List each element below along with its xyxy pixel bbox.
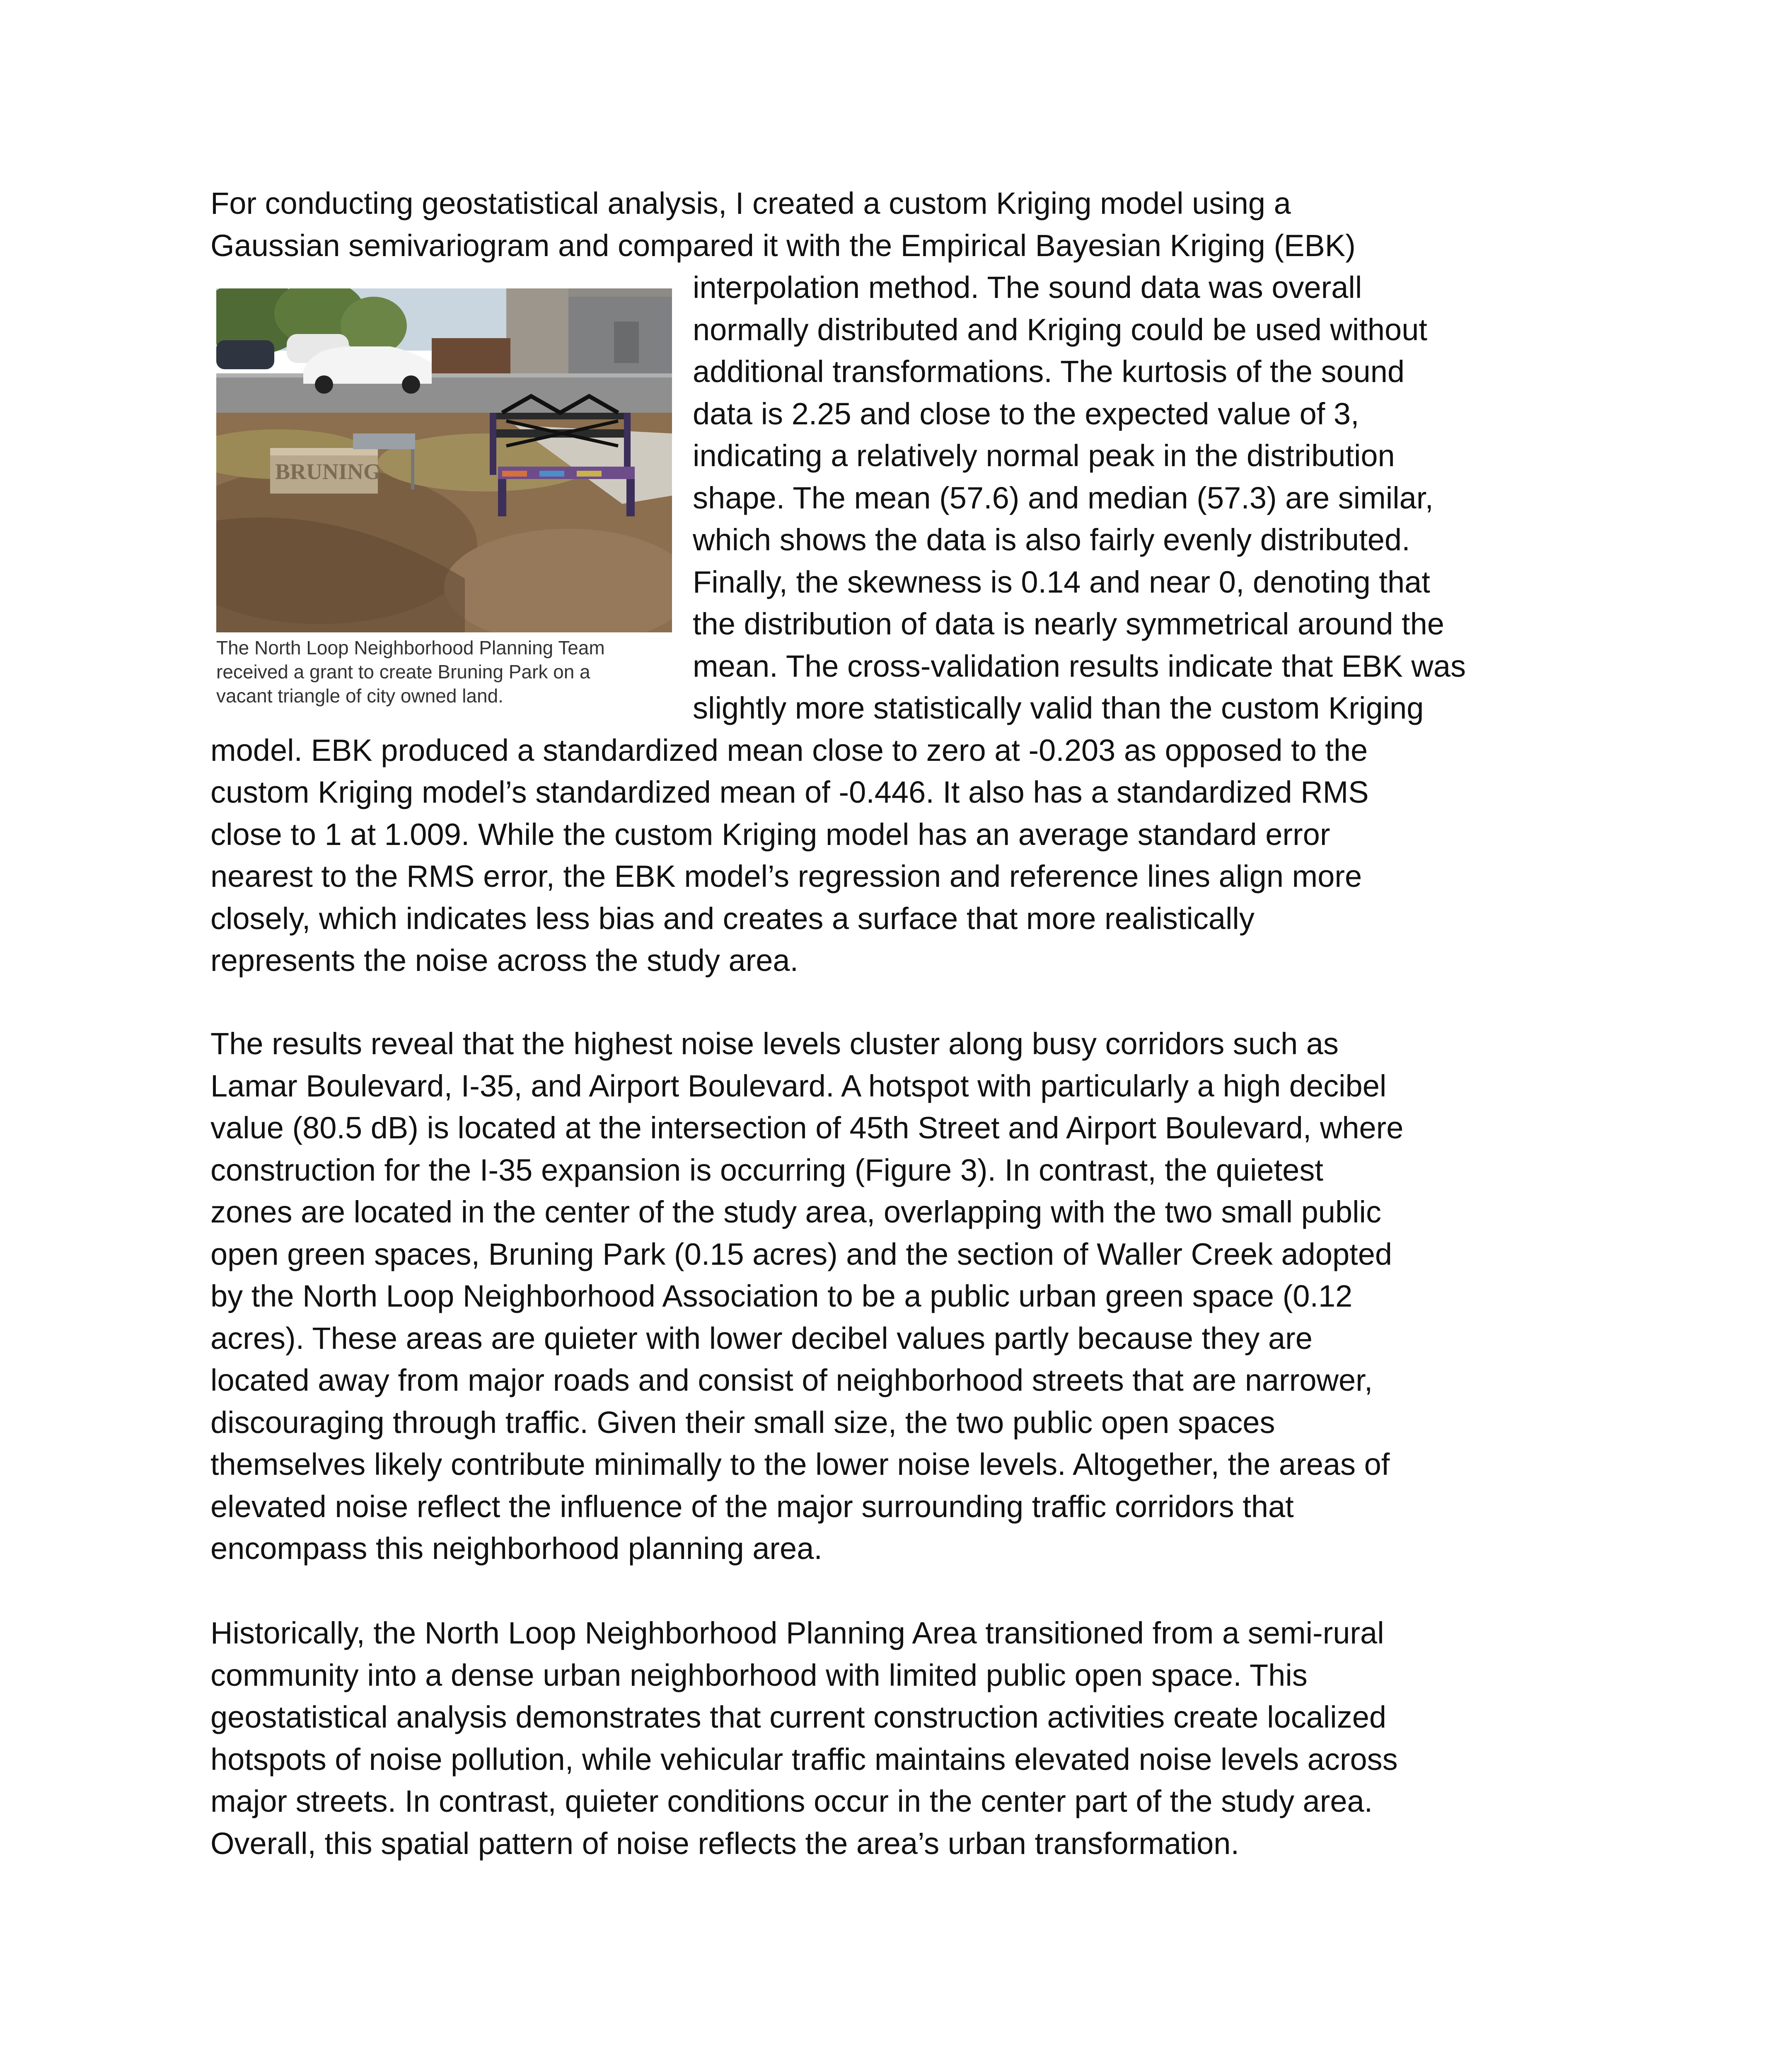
- text-line: community into a dense urban neighborhood with limited public open space. This: [210, 1658, 1308, 1692]
- text-line: closely, which indicates less bias and creates a surface that more realistically: [210, 901, 1255, 936]
- text-line: Finally, the skewness is 0.14 and near 0, denoting that: [693, 564, 1430, 599]
- text-line: zones are located in the center of the study area, overlapping with the two small public: [210, 1195, 1381, 1229]
- text-line: interpolation method. The sound data was overall: [693, 270, 1362, 305]
- text-line: acres). These areas are quieter with lower decibel values partly because they are: [210, 1321, 1313, 1356]
- text-line: For conducting geostatistical analysis, I created a custom Kriging model using a: [210, 186, 1291, 220]
- text-line: encompass this neighborhood planning area.: [210, 1531, 822, 1566]
- text-line: which shows the data is also fairly evenly distributed.: [693, 523, 1410, 557]
- text-line: additional transformations. The kurtosis of the sound: [693, 354, 1405, 389]
- text-line: mean. The cross-validation results indicate that EBK was: [693, 649, 1466, 683]
- text-line: indicating a relatively normal peak in the distribution: [693, 438, 1395, 473]
- bruning-park-figure: [216, 288, 676, 708]
- text-line: slightly more statistically valid than the custom Kriging: [693, 691, 1424, 725]
- caption-line: vacant triangle of city owned land.: [216, 685, 503, 707]
- text-line: Gaussian semivariogram and compared it with the Empirical Bayesian Kriging (EBK): [210, 228, 1356, 263]
- text-line: value (80.5 dB) is located at the intersection of 45th Street and Airport Boulevard, where: [210, 1111, 1404, 1145]
- text-line: represents the noise across the study area.: [210, 943, 799, 978]
- caption-line: received a grant to create Bruning Park on a: [216, 661, 590, 683]
- text-line: nearest to the RMS error, the EBK model’s regression and reference lines align more: [210, 859, 1362, 893]
- text-line: located away from major roads and consist of neighborhood streets that are narrower,: [210, 1363, 1373, 1397]
- text-line: major streets. In contrast, quieter conditions occur in the center part of the study area.: [210, 1784, 1373, 1818]
- text-line: Lamar Boulevard, I-35, and Airport Boulevard. A hotspot with particularly a high decibel: [210, 1068, 1387, 1103]
- text-line: model. EBK produced a standardized mean close to zero at -0.203 as opposed to the: [210, 733, 1368, 767]
- text-line: data is 2.25 and close to the expected value of 3,: [693, 396, 1359, 431]
- text-line: discouraging through traffic. Given their small size, the two public open spaces: [210, 1405, 1275, 1440]
- text-line: construction for the I-35 expansion is occurring (Figure 3). In contrast, the quietest: [210, 1152, 1323, 1187]
- text-line: The results reveal that the highest noise levels cluster along busy corridors such as: [210, 1026, 1339, 1061]
- caption-line: The North Loop Neighborhood Planning Team: [216, 637, 605, 658]
- text-line: themselves likely contribute minimally to the lower noise levels. Altogether, the areas of: [210, 1447, 1390, 1481]
- text-line: geostatistical analysis demonstrates that current construction activities create localized: [210, 1700, 1387, 1734]
- text-line: by the North Loop Neighborhood Association to be a public urban green space (0.12: [210, 1279, 1353, 1313]
- text-line: the distribution of data is nearly symmetrical around the: [693, 607, 1444, 641]
- bruning-park-photo: [216, 288, 672, 632]
- sign-text: BRUNING: [275, 459, 381, 484]
- paragraph-results: [210, 1023, 1590, 1570]
- text-line: elevated noise reflect the influence of the major surrounding traffic corridors that: [210, 1489, 1294, 1524]
- text-line: Overall, this spatial pattern of noise reflects the area’s urban transformation.: [210, 1826, 1240, 1861]
- figure-caption: [216, 636, 676, 708]
- text-line: open green spaces, Bruning Park (0.15 acres) and the section of Waller Creek adopted: [210, 1237, 1392, 1271]
- text-line: Historically, the North Loop Neighborhood Planning Area transitioned from a semi-rural: [210, 1616, 1384, 1650]
- text-line: close to 1 at 1.009. While the custom Kriging model has an average standard error: [210, 817, 1330, 852]
- text-line: hotspots of noise pollution, while vehicular traffic maintains elevated noise levels across: [210, 1742, 1398, 1777]
- text-line: shape. The mean (57.6) and median (57.3) are similar,: [693, 480, 1434, 515]
- text-line: custom Kriging model’s standardized mean of -0.446. It also has a standardized RMS: [210, 775, 1369, 809]
- text-line: normally distributed and Kriging could be used without: [693, 312, 1427, 347]
- paragraph-historical-context: [210, 1612, 1590, 1864]
